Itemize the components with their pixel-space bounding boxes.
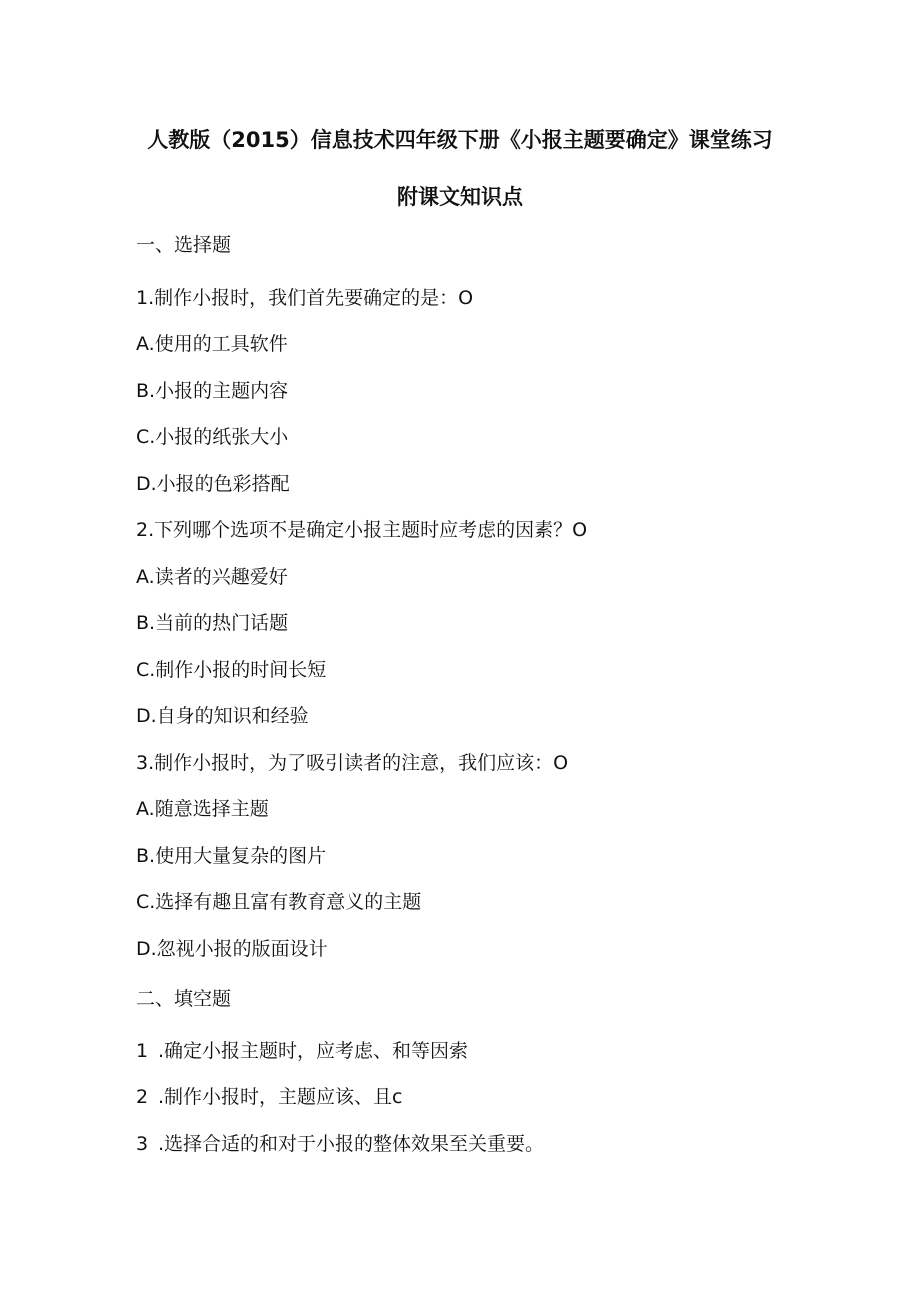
fill-blank-text: .选择合适的和对于小报的整体效果至关重要。 <box>158 1133 545 1155</box>
fill-blank-item <box>136 1084 403 1110</box>
question-option: C.制作小报的时间长短 <box>136 659 327 681</box>
question-stem: 2.下列哪个选项不是确定小报主题时应考虑的因素？O <box>136 519 588 541</box>
question-option: D.小报的色彩搭配 <box>136 473 290 495</box>
fill-blank-item <box>136 1038 468 1064</box>
question-option: A.随意选择主题 <box>136 798 269 820</box>
question-option: D.自身的知识和经验 <box>136 705 309 727</box>
question-option: C.小报的纸张大小 <box>136 426 289 448</box>
question-option: A.使用的工具软件 <box>136 333 288 355</box>
question-option: B.当前的热门话题 <box>136 612 289 634</box>
fill-blank-text: .确定小报主题时，应考虑、和等因索 <box>158 1040 469 1062</box>
fill-blank-number: 2 <box>136 1086 149 1108</box>
fill-blank-text: .制作小报时，主题应该、且c <box>158 1086 403 1108</box>
fill-blank-number: 3 <box>136 1133 149 1155</box>
question-option: B.小报的主题内容 <box>136 380 289 402</box>
fill-blank-number: 1 <box>136 1040 149 1062</box>
question-option: B.使用大量复杂的图片 <box>136 845 327 867</box>
document-title: 人教版（2015）信息技术四年级下册《小报主题要确定》课堂练习 <box>147 128 773 152</box>
section-heading-fill-blank: 二、填空题 <box>136 988 232 1010</box>
question-stem: 1.制作小报时，我们首先要确定的是：O <box>136 287 474 309</box>
document-subtitle: 附课文知识点 <box>397 185 523 209</box>
fill-blank-item <box>136 1131 544 1157</box>
question-stem: 3.制作小报时，为了吸引读者的注意，我们应该：O <box>136 752 569 774</box>
question-option: A.读者的兴趣爱好 <box>136 566 288 588</box>
question-option: D.忽视小报的版面设计 <box>136 938 328 960</box>
question-option: C.选择有趣且富有教育意义的主题 <box>136 891 422 913</box>
section-heading-choice: 一、选择题 <box>136 234 232 256</box>
